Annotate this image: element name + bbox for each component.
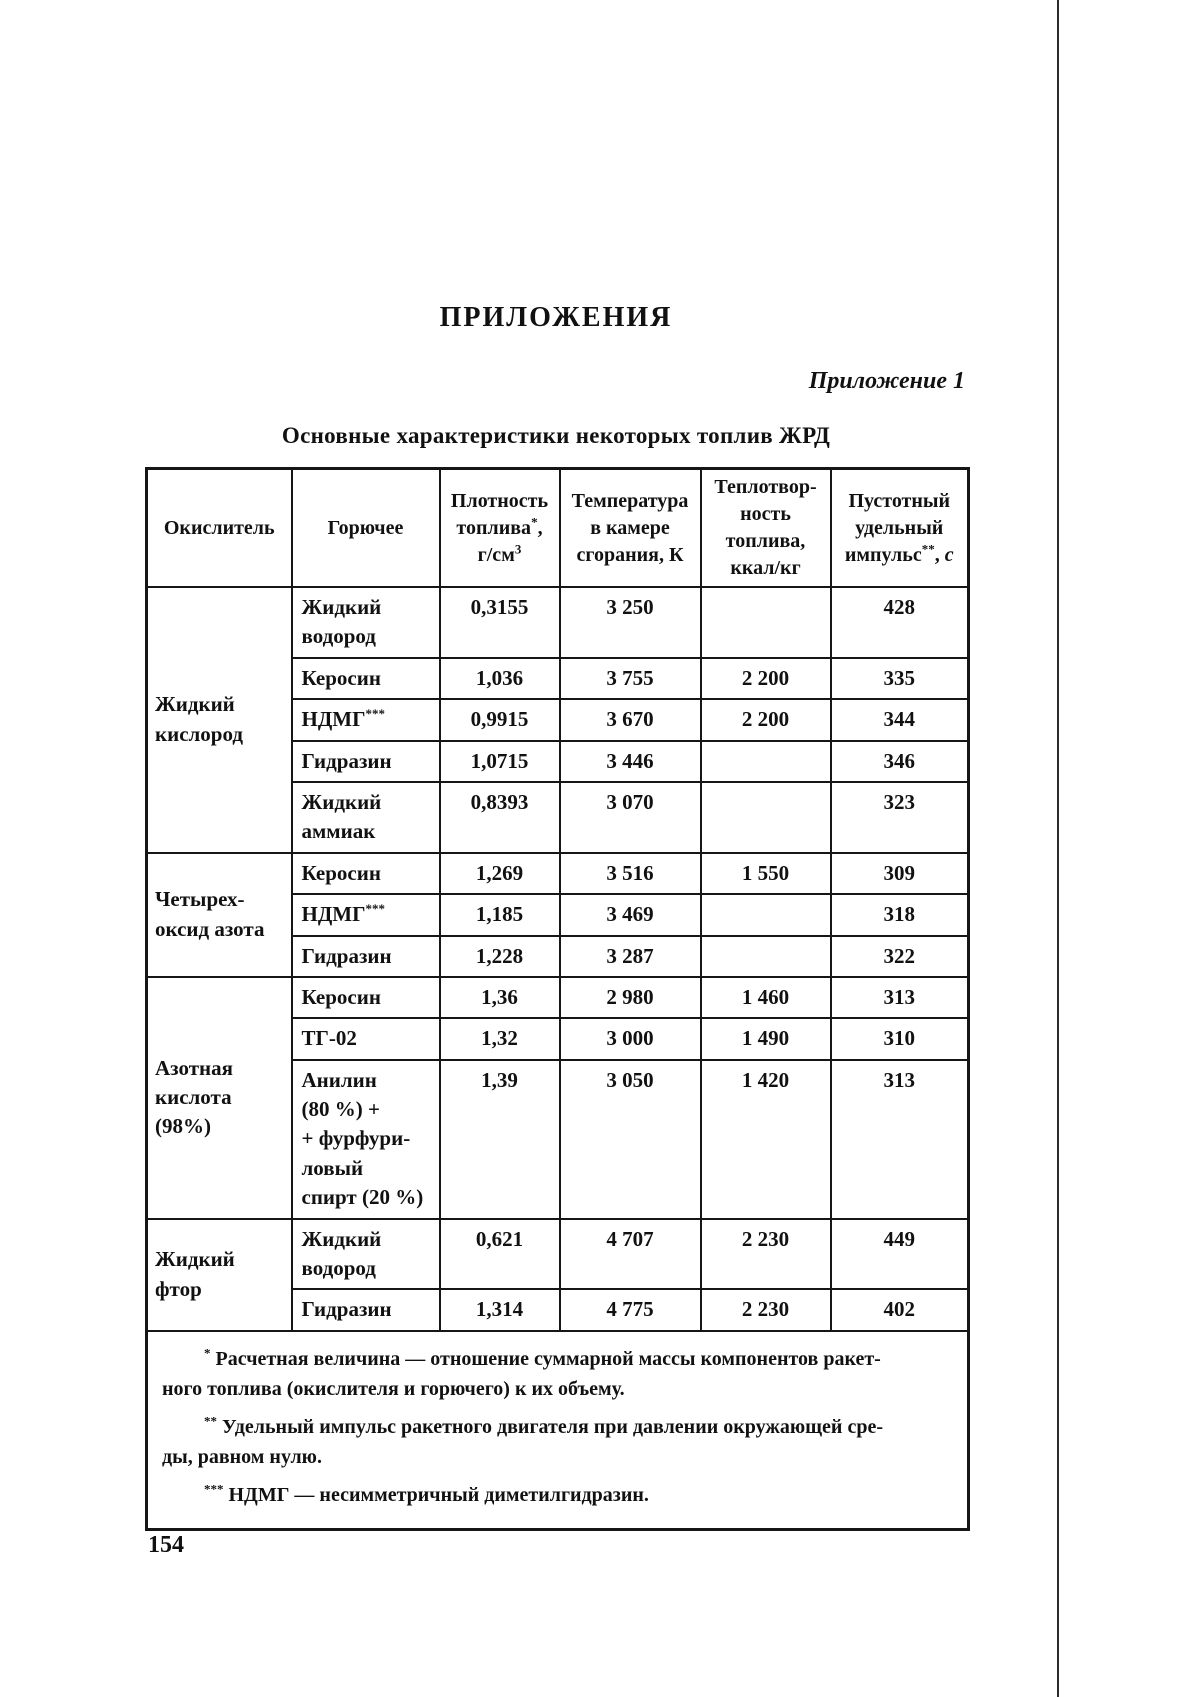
impulse-value: 335 <box>831 658 969 699</box>
temperature-value: 2 980 <box>560 977 701 1018</box>
fuel-name: Керосин <box>301 860 381 885</box>
impulse-value: 344 <box>831 699 969 740</box>
header-oxidizer: Окислитель <box>147 469 292 588</box>
impulse-asterisks: ** <box>921 540 935 556</box>
density-value: 0,9915 <box>440 699 560 740</box>
header-density-unit: г/см <box>477 543 515 566</box>
header-impulse-line3: импульс <box>844 543 922 566</box>
impulse-value: 449 <box>831 1219 969 1290</box>
header-temperature-line1: Температура <box>571 489 689 512</box>
density-value: 1,185 <box>440 894 560 935</box>
header-impulse-line1: Пустотный <box>848 489 951 512</box>
density-value: 0,8393 <box>440 782 560 853</box>
table-title: Основные характеристики некоторых топлив ЖРД <box>281 423 831 448</box>
page-number: 154 <box>148 1532 184 1558</box>
header-impulse <box>831 469 969 588</box>
fuel-name: Гидразин <box>301 943 392 968</box>
footnote-1-marker: * <box>204 1345 211 1361</box>
temperature-value: 3 670 <box>560 699 701 740</box>
scan-artifact-line <box>1057 0 1059 1697</box>
temperature-value: 3 250 <box>560 587 701 658</box>
header-density-line1: Плотность <box>450 489 549 512</box>
heat-value <box>701 936 831 977</box>
density-value: 1,269 <box>440 853 560 894</box>
density-value: 0,3155 <box>440 587 560 658</box>
impulse-value: 346 <box>831 741 969 782</box>
heat-value <box>701 782 831 853</box>
fuel-name: Гидразин <box>301 748 392 773</box>
header-heat-line2: ность <box>740 503 791 525</box>
fuel-cell <box>292 699 440 740</box>
fuel-cell <box>292 936 440 977</box>
fuel-cell <box>292 1018 440 1059</box>
header-density <box>440 469 560 588</box>
temperature-value: 3 516 <box>560 853 701 894</box>
table-row <box>147 587 969 658</box>
oxidizer-cell-liquid-oxygen: Жидкий кислород <box>147 587 292 853</box>
fuel-cell <box>292 853 440 894</box>
header-impulse-comma: , <box>934 543 945 566</box>
header-impulse-unit: с <box>944 543 954 566</box>
footnotes-row <box>147 1331 969 1530</box>
header-heat <box>701 469 831 588</box>
temperature-value: 3 050 <box>560 1060 701 1219</box>
table-header-row <box>147 469 969 588</box>
header-fuel: Горючее <box>292 469 440 588</box>
header-density-line2: топлива <box>456 516 532 539</box>
fuel-name: Керосин <box>301 984 381 1009</box>
header-temperature-line2: в камере <box>590 516 670 539</box>
header-heat-line1: Теплотвор- <box>714 476 817 498</box>
density-value: 1,0715 <box>440 741 560 782</box>
footnote-2-marker: ** <box>204 1413 217 1429</box>
page-content <box>145 302 967 1531</box>
fuel-name: Керосин <box>301 665 381 690</box>
fuel-asterisks: *** <box>365 901 385 917</box>
heat-value: 2 230 <box>701 1289 831 1330</box>
fuel-name: НДМГ <box>301 707 366 732</box>
fuel-cell <box>292 658 440 699</box>
temperature-value: 3 446 <box>560 741 701 782</box>
temperature-value: 3 469 <box>560 894 701 935</box>
density-value: 1,39 <box>440 1060 560 1219</box>
header-temperature <box>560 469 701 588</box>
impulse-value: 313 <box>831 1060 969 1219</box>
oxidizer-cell-nitric-acid: Азотная кислота (98%) <box>147 977 292 1219</box>
fuel-cell <box>292 782 440 853</box>
temperature-value: 4 775 <box>560 1289 701 1330</box>
footnote-3-text: НДМГ — несимметричный диметилгидразин. <box>228 1483 649 1506</box>
footnote-2-text: Удельный импульс ракетного двигателя при давлении окружающей сре- ды, равном нулю. <box>162 1415 883 1468</box>
header-impulse-line2: удельный <box>855 516 944 539</box>
fuel-cell <box>292 894 440 935</box>
footnote-3-marker: *** <box>204 1481 224 1497</box>
header-heat-line3: топлива, <box>725 530 806 552</box>
impulse-value: 402 <box>831 1289 969 1330</box>
temperature-value: 3 070 <box>560 782 701 853</box>
impulse-value: 323 <box>831 782 969 853</box>
density-value: 1,228 <box>440 936 560 977</box>
heat-value: 2 200 <box>701 699 831 740</box>
table-row <box>147 977 969 1018</box>
appendix-label: Приложение 1 <box>808 368 965 394</box>
table-row <box>147 1219 969 1290</box>
impulse-value: 309 <box>831 853 969 894</box>
footnote-1-text: Расчетная величина — отношение суммарной массы компонентов ракет- ного топлива (окислителя и горючего) к их объему. <box>162 1347 881 1400</box>
fuel-name: Гидразин <box>301 1297 392 1322</box>
heat-value: 2 200 <box>701 658 831 699</box>
footnote-3 <box>162 1480 953 1510</box>
impulse-value: 313 <box>831 977 969 1018</box>
density-value: 0,621 <box>440 1219 560 1290</box>
fuel-cell <box>292 741 440 782</box>
impulse-value: 310 <box>831 1018 969 1059</box>
heat-value <box>701 894 831 935</box>
temperature-value: 3 000 <box>560 1018 701 1059</box>
impulse-value: 428 <box>831 587 969 658</box>
temperature-value: 4 707 <box>560 1219 701 1290</box>
fuel-name: ТГ-02 <box>301 1026 357 1051</box>
header-density-comma: , <box>537 516 543 539</box>
temperature-value: 3 755 <box>560 658 701 699</box>
fuel-cell <box>292 1289 440 1330</box>
impulse-value: 318 <box>831 894 969 935</box>
fuel-cell <box>292 977 440 1018</box>
fuel-name: Анилин (80 %) + + фурфури- ловый спирт (20 %) <box>301 1067 424 1210</box>
oxidizer-cell-liquid-fluorine: Жидкий фтор <box>147 1219 292 1331</box>
fuel-cell <box>292 1060 440 1219</box>
fuel-name: НДМГ <box>301 902 366 927</box>
heat-value <box>701 741 831 782</box>
header-temperature-line3: сгорания, К <box>576 543 684 566</box>
fuel-asterisks: *** <box>365 706 385 722</box>
fuel-name: Жидкий водород <box>301 595 382 649</box>
density-exponent: 3 <box>514 540 522 556</box>
heat-value: 1 550 <box>701 853 831 894</box>
density-value: 1,36 <box>440 977 560 1018</box>
heat-value: 1 460 <box>701 977 831 1018</box>
oxidizer-cell-nitrogen-tetroxide: Четырех- оксид азота <box>147 853 292 977</box>
density-asterisk: * <box>531 513 538 529</box>
heat-value: 2 230 <box>701 1219 831 1290</box>
header-heat-line4: ккал/кг <box>730 557 801 579</box>
footnote-2 <box>162 1412 953 1472</box>
fuel-name: Жидкий аммиак <box>301 789 382 844</box>
density-value: 1,32 <box>440 1018 560 1059</box>
density-value: 1,314 <box>440 1289 560 1330</box>
density-value: 1,036 <box>440 658 560 699</box>
footnotes-cell <box>147 1331 969 1530</box>
page-heading: ПРИЛОЖЕНИЯ <box>439 302 673 333</box>
temperature-value: 3 287 <box>560 936 701 977</box>
fuel-cell <box>292 587 440 658</box>
heat-value: 1 490 <box>701 1018 831 1059</box>
footnote-1 <box>162 1344 953 1404</box>
fuel-characteristics-table <box>145 467 970 1531</box>
fuel-cell <box>292 1219 440 1290</box>
fuel-name: Жидкий водород <box>301 1226 382 1281</box>
impulse-value: 322 <box>831 936 969 977</box>
table-row <box>147 853 969 894</box>
heat-value: 1 420 <box>701 1060 831 1219</box>
heat-value <box>701 587 831 658</box>
